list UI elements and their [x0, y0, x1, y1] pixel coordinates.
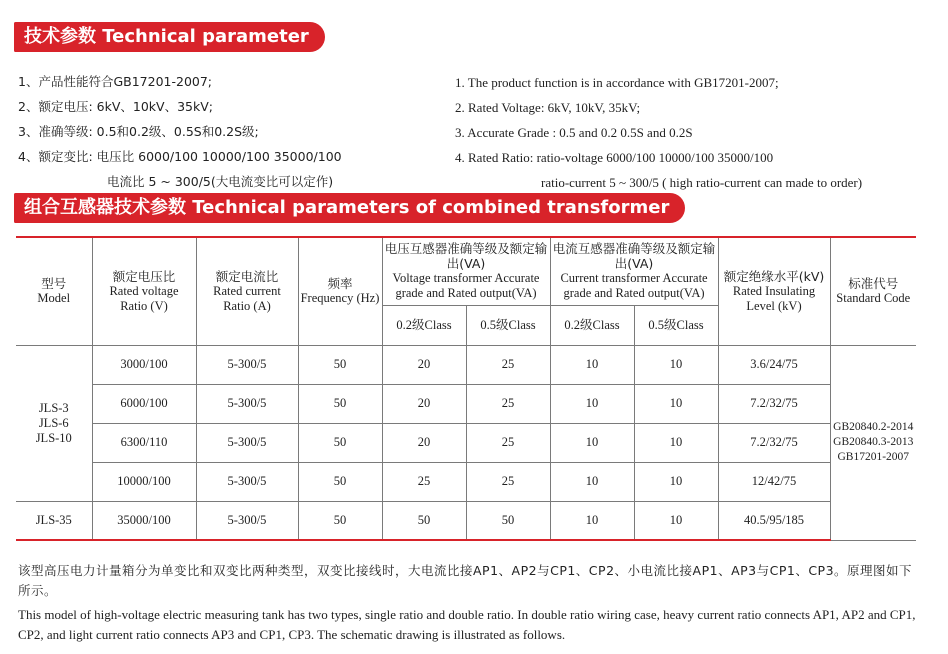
cell-voltage-ratio: 10000/100 [92, 462, 196, 501]
cell-ct-05: 10 [634, 423, 718, 462]
table-row [16, 462, 916, 501]
standard-code: GB20840.2-2014 [833, 421, 914, 433]
cell-ct-02: 10 [550, 501, 634, 540]
cell-vt-02: 50 [382, 501, 466, 540]
model-label: JLS-10 [35, 430, 72, 445]
cell-ct-02: 10 [550, 384, 634, 423]
header-vt-accuracy: 电压互感器准确等级及额定输出(VA) Voltage transformer Accurate grade and Rated output(VA) [382, 237, 550, 305]
spec-en-4: 4. Rated Ratio: ratio-voltage 6000/100 10000/100 35000/100 [455, 150, 774, 165]
cell-vt-05: 25 [466, 384, 550, 423]
cell-current-ratio: 5-300/5 [196, 384, 298, 423]
cell-frequency: 50 [298, 501, 382, 540]
header-standard: 标准代号 Standard Code [830, 237, 916, 345]
cell-voltage-ratio: 35000/100 [92, 501, 196, 540]
header-voltage-ratio: 额定电压比 Rated voltage Ratio (V) [92, 237, 196, 345]
table-header-row [16, 237, 916, 305]
spec-cn-1: 1、产品性能符合GB17201-2007; [18, 74, 213, 89]
cell-voltage-ratio: 6300/110 [92, 423, 196, 462]
model-label: JLS-3 [38, 400, 69, 415]
subheader-vt-02: 0.2级Class [382, 305, 466, 345]
cell-ct-05: 10 [634, 462, 718, 501]
cell-vt-02: 20 [382, 384, 466, 423]
model-label: JLS-6 [38, 415, 69, 430]
header-current-ratio: 额定电流比 Rated current Ratio (A) [196, 237, 298, 345]
model-group-cell [16, 345, 92, 501]
cell-ct-02: 10 [550, 423, 634, 462]
cell-insulation: 12/42/75 [718, 462, 830, 501]
spec-cn-5: 电流比 5 ~ 300/5(大电流变比可以定作) [107, 174, 334, 189]
section-banner-technical-parameter: 技术参数 Technical parameter [14, 22, 325, 52]
subheader-ct-02: 0.2级Class [550, 305, 634, 345]
subheader-vt-05: 0.5级Class [466, 305, 550, 345]
subheader-ct-05: 0.5级Class [634, 305, 718, 345]
cell-insulation: 7.2/32/75 [718, 384, 830, 423]
cell-voltage-ratio: 6000/100 [92, 384, 196, 423]
cell-ct-05: 10 [634, 384, 718, 423]
cell-ct-05: 10 [634, 345, 718, 384]
cell-vt-05: 25 [466, 345, 550, 384]
cell-frequency: 50 [298, 384, 382, 423]
spec-en-1: 1. The product function is in accordance with GB17201-2007; [455, 75, 779, 90]
cell-ct-02: 10 [550, 345, 634, 384]
cell-current-ratio: 5-300/5 [196, 423, 298, 462]
header-ct-accuracy: 电流互感器准确等级及额定输出(VA) Current transformer Accurate grade and Rated output(VA) [550, 237, 718, 305]
cell-frequency: 50 [298, 462, 382, 501]
section-banner-combined-transformer: 组合互感器技术参数 Technical parameters of combined transformer [14, 193, 685, 223]
cell-insulation: 7.2/32/75 [718, 423, 830, 462]
table-row [16, 501, 916, 540]
header-model: 型号 Model [16, 237, 92, 345]
table-row [16, 345, 916, 384]
cell-ct-02: 10 [550, 462, 634, 501]
cell-vt-05: 25 [466, 423, 550, 462]
spec-en-2: 2. Rated Voltage: 6kV, 10kV, 35kV; [455, 100, 641, 115]
standard-code: GB20840.3-2013 [833, 436, 914, 448]
spec-en-3: 3. Accurate Grade : 0.5 and 0.2 0.5S and 0.2S [455, 125, 693, 140]
cell-current-ratio: 5-300/5 [196, 345, 298, 384]
table-row [16, 384, 916, 423]
standard-code: GB17201-2007 [837, 451, 910, 463]
description-cn: 该型高压电力计量箱分为单变比和双变比两种类型，双变比接线时，大电流比接AP1、AP2与CP1、CP2、小电流比接AP1、AP3与CP1、CP3。原理图如下所示。 [18, 563, 913, 598]
cell-current-ratio: 5-300/5 [196, 462, 298, 501]
cell-insulation: 40.5/95/185 [718, 501, 830, 540]
header-frequency: 频率 Frequency (Hz) [298, 237, 382, 345]
description-en: This model of high-voltage electric measuring tank has two types, single ratio and double ratio. In double ratio wiring case, heavy current ratio connects AP1, AP2 and CP1, CP2, and light current ratio connects AP3 and CP1, CP3. The schematic drawing is illustrated as follows. [18, 607, 916, 642]
cell-vt-02: 25 [382, 462, 466, 501]
model-label: JLS-35 [16, 501, 92, 540]
cell-vt-02: 20 [382, 423, 466, 462]
spec-cn-3: 3、准确等级: 0.5和0.2级、0.5S和0.2S级; [18, 124, 259, 139]
spec-cn-4: 4、额定变比: 电压比 6000/100 10000/100 35000/100 [18, 149, 342, 164]
spec-cn-2: 2、额定电压: 6kV、10kV、35kV; [18, 99, 213, 114]
cell-frequency: 50 [298, 345, 382, 384]
cell-vt-05: 50 [466, 501, 550, 540]
cell-vt-05: 25 [466, 462, 550, 501]
cell-voltage-ratio: 3000/100 [92, 345, 196, 384]
standard-cell [830, 345, 916, 540]
parameters-table [16, 236, 916, 541]
cell-ct-05: 10 [634, 501, 718, 540]
table-row [16, 423, 916, 462]
cell-vt-02: 20 [382, 345, 466, 384]
cell-frequency: 50 [298, 423, 382, 462]
cell-current-ratio: 5-300/5 [196, 501, 298, 540]
spec-en-5: ratio-current 5 ~ 300/5 ( high ratio-current can made to order) [541, 175, 863, 190]
header-insulation: 额定绝缘水平(kV) Rated Insulating Level (kV) [718, 237, 830, 345]
cell-insulation: 3.6/24/75 [718, 345, 830, 384]
